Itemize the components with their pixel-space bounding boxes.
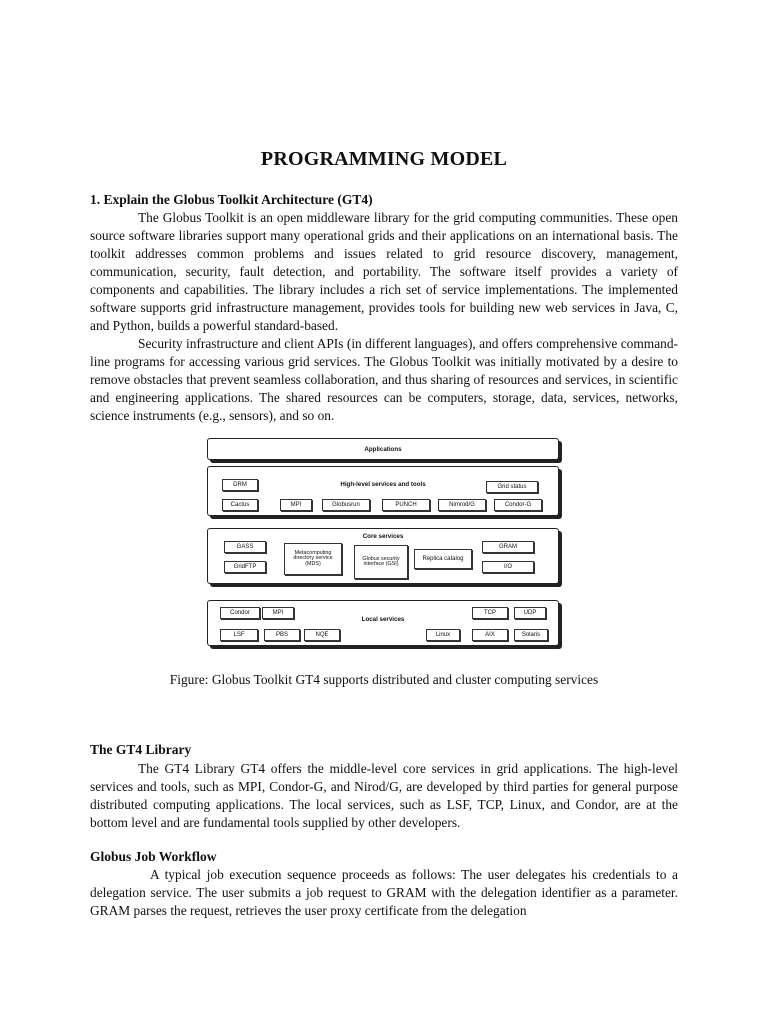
gass-box: GASS (224, 541, 266, 553)
mpi-local-box: MPI (262, 607, 294, 619)
core-services-label: Core services (362, 533, 404, 540)
gt4-library-heading: The GT4 Library (90, 742, 192, 757)
gt4-library-paragraph-text: The GT4 Library GT4 offers the middle-level core services in grid applications. The high-level services and tools, such as MPI, Condor-G, and Nirod/G, are developed by third parties for general purpose distributed computing applications. The local services, such as LSF, TCP, Linux, and Condor, are at the bottom level and are fundamental tools supplied by other developers. (90, 761, 678, 830)
gsi-box: Globus security interface (GSI) (354, 545, 408, 579)
grid-status-box: Grid status (486, 481, 538, 493)
solaris-box: Solaris (514, 629, 548, 641)
section1-paragraph-2-text: Security infrastructure and client APIs (in different languages), and offers comprehensive command-line programs for accessing various grid services. The Globus Toolkit was initially motivated by a desire to remove obstacles that prevent seamless collaboration, and thus sharing of resources and services, in scientific and engineering applications. The shared resources can be computers, storage, data, services, networks, science instruments (e.g., sensors), and so on. (90, 336, 678, 423)
workflow-paragraph (90, 866, 678, 920)
section1-paragraph-2 (90, 335, 678, 425)
high-level-layer (207, 466, 559, 516)
workflow-paragraph-text: A typical job execution sequence proceeds as follows: The user delegates his credentials to a delegation service. The user submits a job request to GRAM with the delegation identifier as a parameter. GRAM parses the request, retrieves the user proxy certificate from the delegation (90, 867, 678, 918)
globusrun-box: Globusrun (322, 499, 370, 511)
mds-box: Metacomputing directory service (MDS) (284, 543, 342, 575)
high-level-label: High-level services and tools (340, 481, 426, 488)
replica-catalog-box: Replica catalog (414, 549, 472, 569)
local-services-label: Local services (361, 616, 405, 623)
workflow-heading: Globus Job Workflow (90, 849, 217, 864)
section1-paragraph-1 (90, 209, 678, 335)
page-title: PROGRAMMING MODEL (260, 148, 508, 170)
gram-box: GRAM (482, 541, 534, 553)
gt4-architecture-figure (205, 436, 565, 650)
section1-heading: 1. Explain the Globus Toolkit Architecture (GT4) (90, 192, 373, 207)
gridftp-box: GridFTP (224, 561, 266, 573)
aix-box: AIX (472, 629, 508, 641)
condor-g-box: Condor-G (494, 499, 542, 511)
tcp-box: TCP (472, 607, 508, 619)
linux-box: Linux (426, 629, 460, 641)
figure-caption: Figure: Globus Toolkit GT4 supports distributed and cluster computing services (169, 672, 599, 687)
section1-paragraph-1-text: The Globus Toolkit is an open middleware library for the grid computing communities. These open source software libraries support many operational grids and their applications on an international basis. The toolkit addresses common problems and issues related to grid resource discovery, management, communication, security, fault detection, and portability. The software itself provides a variety of components and capabilities. The library includes a rich set of service implementations. The implemented software supports grid infrastructure management, provides tools for building new web services in Java, C, and Python, builds a powerful standard-based. (90, 210, 678, 333)
nimrod-box: Nimrod/G (438, 499, 486, 511)
lsf-box: LSF (220, 629, 258, 641)
io-box: I/O (482, 561, 534, 573)
gt4-library-paragraph (90, 760, 678, 832)
applications-layer (207, 438, 559, 460)
core-services-layer (207, 528, 559, 584)
punch-box: PUNCH (382, 499, 430, 511)
nqe-box: NQE (304, 629, 340, 641)
pbs-box: PBS (264, 629, 300, 641)
applications-label: Applications (364, 446, 402, 453)
drm-box: DRM (222, 479, 258, 491)
udp-box: UDP (514, 607, 546, 619)
local-services-layer (207, 600, 559, 646)
mpi-high-box: MPI (280, 499, 312, 511)
cactus-box: Cactus (222, 499, 258, 511)
condor-box: Condor (220, 607, 260, 619)
